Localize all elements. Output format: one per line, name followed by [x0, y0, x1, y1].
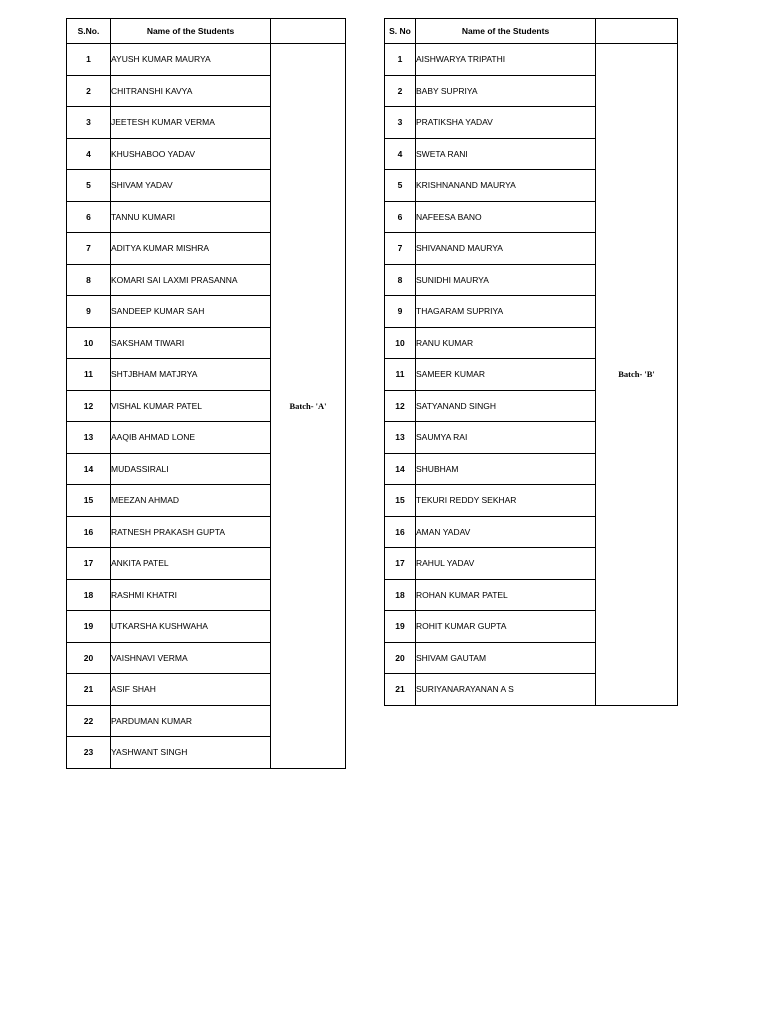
student-name: MUDASSIRALI: [111, 453, 271, 485]
student-name: YASHWANT SINGH: [111, 737, 271, 769]
serial-number: 12: [385, 390, 416, 422]
student-name: SHIVANAND MAURYA: [416, 233, 596, 265]
serial-number: 7: [385, 233, 416, 265]
student-name: PRATIKSHA YADAV: [416, 107, 596, 139]
serial-number: 20: [385, 642, 416, 674]
student-name: THAGARAM SUPRIYA: [416, 296, 596, 328]
student-name: UTKARSHA KUSHWAHA: [111, 611, 271, 643]
student-name: AAQIB AHMAD LONE: [111, 422, 271, 454]
student-name: RATNESH PRAKASH GUPTA: [111, 516, 271, 548]
serial-number: 5: [385, 170, 416, 202]
student-name: SAMEER KUMAR: [416, 359, 596, 391]
student-name: ANKITA PATEL: [111, 548, 271, 580]
student-name: SAUMYA RAI: [416, 422, 596, 454]
student-name: ASIF SHAH: [111, 674, 271, 706]
batch-label: Batch- 'B': [596, 44, 678, 706]
student-name: ROHIT KUMAR GUPTA: [416, 611, 596, 643]
batch-header: [596, 19, 678, 44]
serial-number: 4: [67, 138, 111, 170]
student-name: SHUBHAM: [416, 453, 596, 485]
serial-number: 21: [67, 674, 111, 706]
serial-number: 11: [385, 359, 416, 391]
student-name: SHIVAM YADAV: [111, 170, 271, 202]
student-row: [385, 44, 678, 76]
student-name: PARDUMAN KUMAR: [111, 705, 271, 737]
student-name: TANNU KUMARI: [111, 201, 271, 233]
serial-number: 18: [385, 579, 416, 611]
serial-number: 5: [67, 170, 111, 202]
name-header: Name of the Students: [111, 19, 271, 44]
serial-number: 4: [385, 138, 416, 170]
serial-number: 2: [385, 75, 416, 107]
student-name: SUNIDHI MAURYA: [416, 264, 596, 296]
student-name: KRISHNANAND MAURYA: [416, 170, 596, 202]
student-name: BABY SUPRIYA: [416, 75, 596, 107]
serial-number: 1: [385, 44, 416, 76]
student-name: TEKURI REDDY SEKHAR: [416, 485, 596, 517]
serial-number: 16: [385, 516, 416, 548]
sno-header: S.No.: [67, 19, 111, 44]
serial-number: 9: [67, 296, 111, 328]
student-name: RASHMI KHATRI: [111, 579, 271, 611]
student-name: CHITRANSHI KAVYA: [111, 75, 271, 107]
student-name: MEEZAN AHMAD: [111, 485, 271, 517]
serial-number: 6: [67, 201, 111, 233]
serial-number: 11: [67, 359, 111, 391]
serial-number: 1: [67, 44, 111, 76]
student-row: [67, 44, 346, 76]
student-name: SURIYANARAYANAN A S: [416, 674, 596, 706]
batch-b-header-row: [385, 19, 678, 44]
serial-number: 14: [385, 453, 416, 485]
serial-number: 9: [385, 296, 416, 328]
serial-number: 10: [385, 327, 416, 359]
student-name: SANDEEP KUMAR SAH: [111, 296, 271, 328]
serial-number: 13: [67, 422, 111, 454]
student-name: SHTJBHAM MATJRYA: [111, 359, 271, 391]
batch-b-table: [384, 18, 678, 706]
serial-number: 21: [385, 674, 416, 706]
student-name: AYUSH KUMAR MAURYA: [111, 44, 271, 76]
serial-number: 23: [67, 737, 111, 769]
serial-number: 6: [385, 201, 416, 233]
serial-number: 15: [67, 485, 111, 517]
serial-number: 3: [385, 107, 416, 139]
serial-number: 10: [67, 327, 111, 359]
student-name: AISHWARYA TRIPATHI: [416, 44, 596, 76]
serial-number: 16: [67, 516, 111, 548]
serial-number: 20: [67, 642, 111, 674]
student-name: JEETESH KUMAR VERMA: [111, 107, 271, 139]
student-name: ROHAN KUMAR PATEL: [416, 579, 596, 611]
student-name: KOMARI SAI LAXMI PRASANNA: [111, 264, 271, 296]
name-header: Name of the Students: [416, 19, 596, 44]
serial-number: 17: [385, 548, 416, 580]
student-name: SATYANAND SINGH: [416, 390, 596, 422]
student-name: AMAN YADAV: [416, 516, 596, 548]
serial-number: 14: [67, 453, 111, 485]
serial-number: 19: [385, 611, 416, 643]
serial-number: 17: [67, 548, 111, 580]
batch-header: [271, 19, 346, 44]
serial-number: 3: [67, 107, 111, 139]
batch-label: Batch- 'A': [271, 44, 346, 769]
batch-a-table: [66, 18, 346, 769]
student-name: SAKSHAM TIWARI: [111, 327, 271, 359]
student-name: SHIVAM GAUTAM: [416, 642, 596, 674]
student-name: KHUSHABOO YADAV: [111, 138, 271, 170]
serial-number: 8: [67, 264, 111, 296]
batch-a-header-row: [67, 19, 346, 44]
serial-number: 8: [385, 264, 416, 296]
serial-number: 15: [385, 485, 416, 517]
student-name: VAISHNAVI VERMA: [111, 642, 271, 674]
serial-number: 13: [385, 422, 416, 454]
serial-number: 19: [67, 611, 111, 643]
student-name: RANU KUMAR: [416, 327, 596, 359]
student-name: ADITYA KUMAR MISHRA: [111, 233, 271, 265]
student-name: SWETA RANI: [416, 138, 596, 170]
serial-number: 22: [67, 705, 111, 737]
sno-header: S. No: [385, 19, 416, 44]
serial-number: 12: [67, 390, 111, 422]
serial-number: 18: [67, 579, 111, 611]
student-name: NAFEESA BANO: [416, 201, 596, 233]
serial-number: 2: [67, 75, 111, 107]
student-name: RAHUL YADAV: [416, 548, 596, 580]
serial-number: 7: [67, 233, 111, 265]
student-name: VISHAL KUMAR PATEL: [111, 390, 271, 422]
